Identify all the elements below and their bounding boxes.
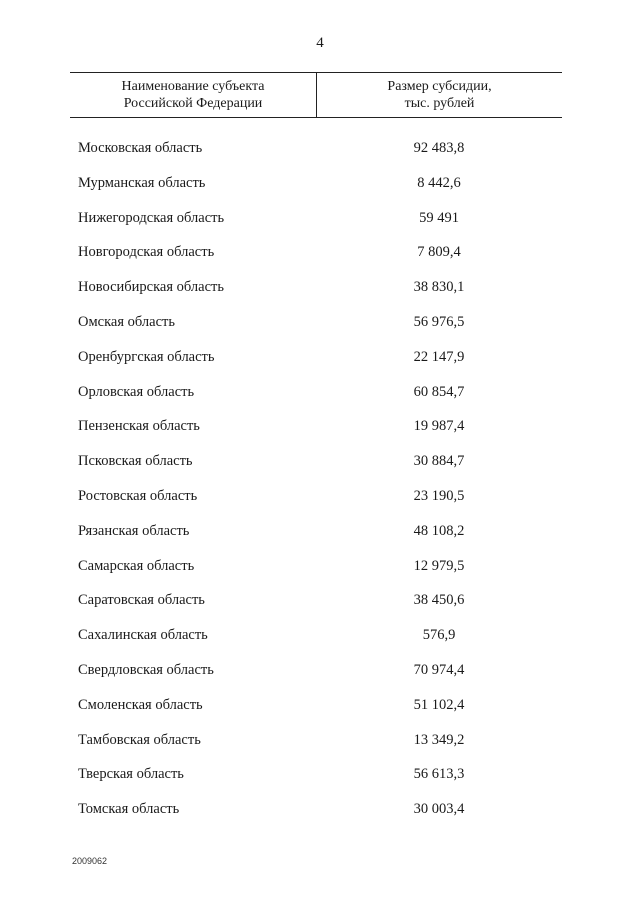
table-row [70,376,562,411]
table-row [70,132,562,167]
table-row [70,480,562,515]
subsidy-value: 38 830,1 [413,279,465,296]
subsidy-value: 8 442,6 [417,174,461,191]
region-name: Московская область [78,140,203,156]
region-name: Рязанская область [78,522,190,539]
subsidy-value: 22 147,9 [413,348,465,365]
region-name: Смоленская область [78,696,203,713]
subsidy-value: 70 974,4 [413,661,465,678]
subsidy-value: 51 102,4 [413,696,465,713]
region-name: Тамбовская область [78,731,201,748]
subsidy-value: 576,9 [422,627,456,644]
subsidy-value: 30 884,7 [413,453,465,470]
page-number: 4 [316,35,324,51]
region-name: Псковская область [78,453,193,470]
region-name: Сахалинская область [78,627,208,644]
region-name: Пензенская область [78,418,200,435]
region-name: Саратовская область [78,592,205,609]
table-header [70,72,562,118]
subsidy-value: 23 190,5 [413,487,465,504]
table-row [70,654,562,689]
subsidy-value: 59 491 [419,209,459,226]
document-code: 2009062 [72,856,108,866]
subsidy-value: 30 003,4 [413,801,465,818]
region-name: Свердловская область [78,661,214,678]
table-row [70,758,562,793]
subsidy-value: 19 987,4 [413,418,465,435]
table-row [70,793,562,828]
header-subsidy-amount [317,73,562,117]
region-name: Тверская область [78,766,184,783]
region-name: Нижегородская область [78,209,225,226]
header-region-line-1: Наименование субъекта [121,79,265,94]
table-row [70,271,562,306]
header-amount-line-1: Размер субсидии, [387,79,492,94]
table-row [70,584,562,619]
subsidy-value: 12 979,5 [413,557,465,574]
table-row [70,202,562,237]
region-name: Новосибирская область [78,279,224,296]
region-name: Мурманская область [78,174,206,191]
table-row [70,515,562,550]
subsidy-value: 38 450,6 [413,592,465,609]
subsidy-value: 7 809,4 [417,244,461,261]
region-name: Томская область [78,801,180,818]
region-name: Орловская область [78,383,195,400]
region-name: Новгородская область [78,244,215,261]
table-row [70,236,562,271]
header-region-name [70,73,316,117]
table-row [70,445,562,480]
subsidy-value: 60 854,7 [413,383,465,400]
table-row [70,689,562,724]
subsidy-value: 56 613,3 [413,766,465,783]
table-row [70,550,562,585]
subsidy-value: 92 483,8 [413,140,465,156]
subsidy-value: 13 349,2 [413,731,465,748]
table-row [70,167,562,202]
table-row [70,724,562,759]
region-name: Омская область [78,313,175,330]
table-row [70,306,562,341]
subsidy-value: 48 108,2 [413,522,465,539]
table-row [70,410,562,445]
subsidy-table [70,72,562,828]
header-region-line-2: Российской Федерации [123,96,263,111]
table-body [70,132,562,828]
header-amount-line-2: тыс. рублей [404,96,475,111]
table-row [70,341,562,376]
subsidy-value: 56 976,5 [413,313,465,330]
table-row [70,619,562,654]
region-name: Ростовская область [78,487,198,504]
region-name: Самарская область [78,557,195,574]
region-name: Оренбургская область [78,348,215,365]
